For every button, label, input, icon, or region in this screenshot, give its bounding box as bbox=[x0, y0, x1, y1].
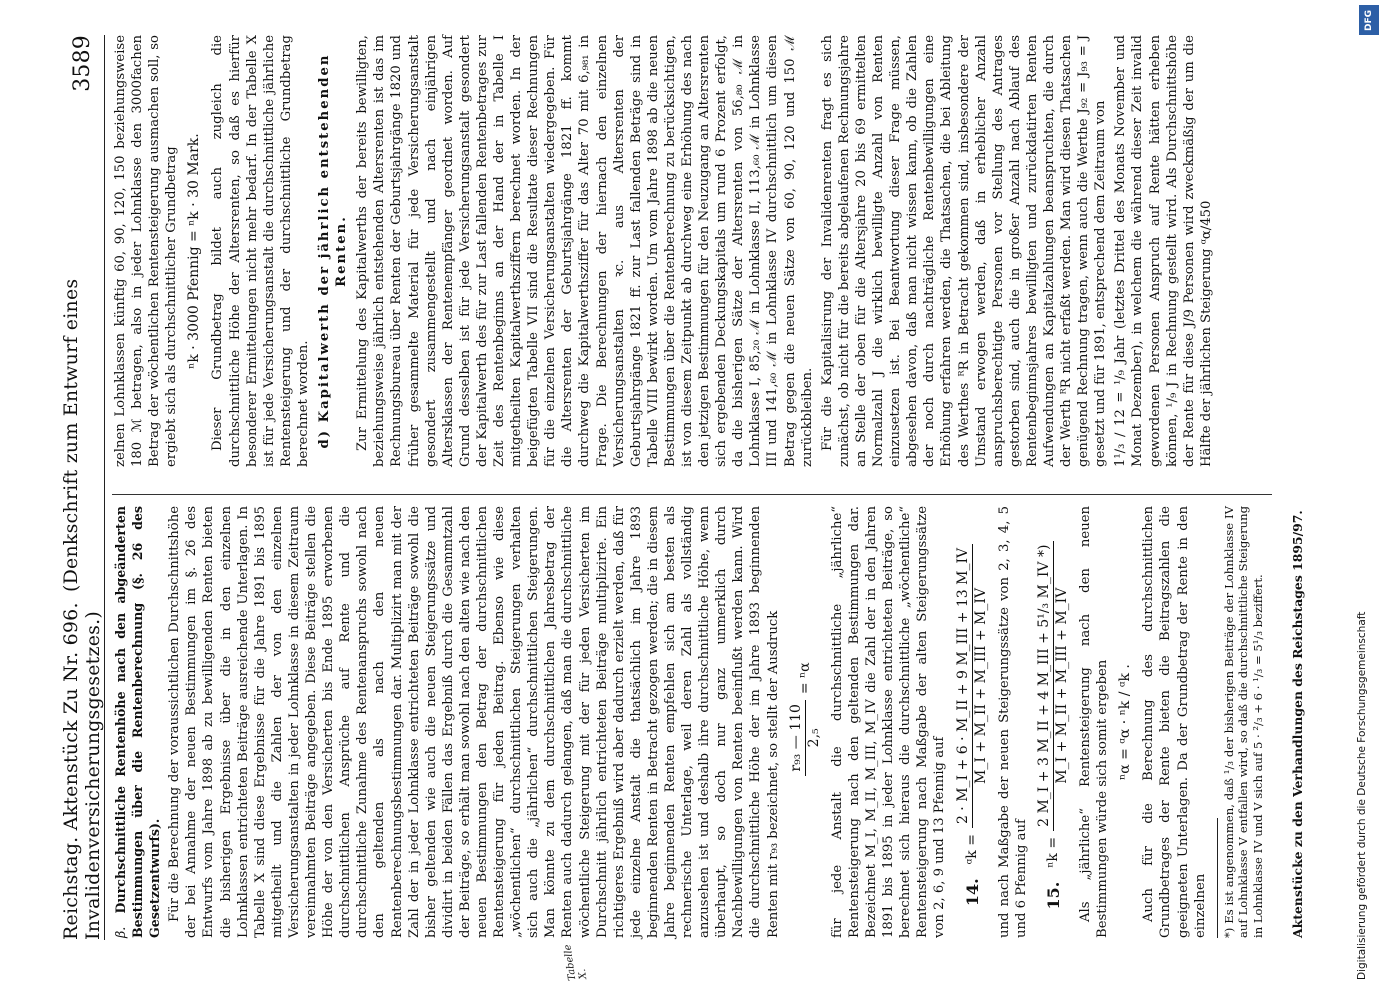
body-paragraph: Zur Ermittelung des Kapitalwerths der bereits bewilligten, beziehungsweise jährlich entstehenden Altersrenten ist das im Rechnungsbureau über Renten der Geburtsjahrgänge 1820 und früher gesammelte Material für jede Versicherungsanstalt gesondert zusammengestellt und nach einjährigen Altersklassen der Rentenempfänger geordnet worden. Auf Grund desselben ist für jede Versicherungsanstalt gesondert der Kapitalwerth des für zur Last fallenden Rentenbetrages zur Zeit des Rentenbeginns an der Hand der in Tabelle I mitgetheilten Kapitalwerthsziffern berechnet worden. In der beigefügten Tabelle VII sind die Resultate dieser Rechnungen für die einzelnen Versicherungsanstalten wiedergegeben. Für die Altersrenten der Geburtsjahrgänge 1821 ff. kommt durchweg die Kapitalwerthsziffer für das Alter 70 mit 6,₉₈₁ in Frage. Die Berechnungen der hiernach den einzelnen Versicherungsanstalten ꝛc. aus Altersrenten der Geburtsjahrgänge 1821 ff. zur Last fallenden Beträge sind in Tabelle VIII bewirkt worden. Um vom Jahre 1898 ab die neuen Bestimmungen über die Rentenberechnung zu berücksichtigen, ist von diesem Zeitpunkt ab durchweg eine Erhöhung des nach den jetzigen Bestimmungen für den Neuzugang an Altersrenten sich ergebenden Deckungskapitals um rund 6 Prozent erfolgt, da die bisherigen Sätze der Altersrenten von 56,₈₀ ℳ in Lohnklasse I, 85,₂₀ ℳ in Lohnklasse II, 113,₆₀ ℳ in Lohnklasse III und 141,₆₀ ℳ in Lohnklasse IV durchschnittlich um diesen Betrag gegen die neuen Sätze von 60, 90, 120 und 150 ℳ zurückbleiben. bbox=[355, 35, 815, 467]
formula-main-rhs: = ⁿα bbox=[796, 662, 813, 695]
digitization-credit: Digitalisierung gefördert durch die Deutsche Forschungsgemeinschaft bbox=[1356, 611, 1368, 980]
formula-14-denominator: M_I + M_II + M_III + M_IV bbox=[972, 587, 989, 784]
formula-14-fraction bbox=[955, 544, 990, 828]
formula-main-numerator: r₉₃ — 110 bbox=[788, 700, 806, 776]
body-paragraph: für jede Anstalt die durchschnittliche „jährliche“ Rentensteigerung nach den geltenden Bestimmungen dar. Bezeichnet M_I, M_II, M_III, M_IV die Zahl der in den Jahren 1891 bis 1895 in jeder Lohnklasse entrichteten Beiträge, so berechnet sich hieraus die durchschnittliche „wöchentliche“ Rentensteigerung nach Maßgabe der alten Steigerungssätze von 2, 6, 9 und 13 Pfennig auf bbox=[829, 506, 948, 938]
formula-main-fraction bbox=[788, 700, 823, 776]
formula-main bbox=[788, 506, 823, 938]
dfg-logo: DFG bbox=[1359, 5, 1379, 35]
header-rule bbox=[104, 35, 105, 940]
body-paragraph: 1¹/₃ / 12 = ¹/₉ Jahr (letztes Drittel des Monats November und Monat Dezember), in welchem die während dieser Zeit invalid gewordenen Personen Anspruch auf Rente hätten erheben können, ¹/₉ J in Rechnung gestellt wird. Als Durchschnittshöhe der Rente für diese J/9 Personen wird zweckmäßig der um die Hälfte der jährlichen Steigerung ᵅα/450 bbox=[1113, 35, 1214, 467]
formula-15-numerator: 2 M_I + 3 M_II + 4 M_III + 5¹/₃ M_IV *) bbox=[1036, 541, 1054, 831]
body-paragraph: Für die Berechnung der voraussichtlichen Durchschnittshöhe der bei Annahme der neuen Bestimmungen im §. 26 des Entwurfs vom Jahre 1898 ab zu bewilligenden Renten bieten die bisherigen Ergebnisse über die in den einzelnen Lohnklassen entrichteten Beiträge ausreichende Unterlagen. In Tabelle X sind diese Ergebnisse für die Jahre 1891 bis 1895 mitgetheilt und die Zahlen der von den einzelnen Versicherungsanstalten in jeder Lohnklasse in diesem Zeitraum vereinnahmten Beiträge angegeben. Diese Beiträge stellen die Höhe der von den Versicherten bis Ende 1895 erworbenen durchschnittlichen Ansprüche auf Rente und die durchschnittliche Zunahme des Rentenanspruchs sowohl nach den geltenden als nach den neuen Rentenberechnungsbestimmungen dar. Multiplizirt man mit der Zahl der in jeder Lohnklasse entrichteten Beiträge sowohl die bisher geltenden wie auch die neuen Steigerungssätze und dividirt in beiden Fällen das Ergebniß durch die Gesammtzahl der Beiträge, so erhält man sowohl nach den alten wie nach den neuen Bestimmungen den Betrag der durchschnittlichen Rentensteigerung für jeden Beitrag. Ebenso wie diese „wöchentlichen“ durchschnittlichen Steigerungen verhalten sich auch die „jährlichen“ durchschnittlichen Steigerungen. Man könnte zu dem durchschnittlichen Jahresbetrag der Renten auch dadurch gelangen, daß man die durchschnittliche wöchentliche Steigerung mit der für jeden Versicherten im Durchschnitt jährlich entrichteten Beiträge multiplizirte. Ein richtigeres Ergebniß wird aber dadurch erzielt werden, daß für jede einzelne Anstalt die thatsächlich im Jahre 1893 beginnenden Renten in Betracht gezogen werden; die in diesem Jahre beginnenden Renten empfehlen sich am besten als rechnerische Unterlage, weil deren Zahl als vollständig anzusehen ist und deshalb ihre durchschnittliche Höhe, wenn überhaupt, so doch nur ganz unmerklich durch Nachbewilligungen von Renten beeinflußt werden kann. Wird die durchschnittliche Höhe der im Jahre 1893 beginnenden Renten mit r₉₃ bezeichnet, so stellt der Ausdruck bbox=[167, 506, 781, 938]
right-column bbox=[112, 35, 1218, 467]
body-paragraph: zelnen Lohnklassen künftig 60, 90, 120, 150 beziehungsweise 180 ℳ betragen, also in jeder Lohnklasse den 3000fachen Betrag der wöchentlichen Rentensteigerung ausmachen soll, so ergiebt sich als durchschnittlicher Grundbetrag bbox=[113, 35, 180, 467]
formula-15-number: 15. bbox=[1043, 881, 1063, 910]
formula-14 bbox=[955, 506, 990, 938]
page-footer: Aktenstücke zu den Verhandlungen des Reichstages 1895/97. bbox=[1290, 510, 1305, 938]
body-paragraph: Auch für die Berechnung des durchschnittlichen Grundbetrages der Rente bieten die Beitragszahlen die geeigneten Unterlagen. Da der Grundbetrag der Rente in den einzelnen bbox=[1141, 506, 1208, 938]
formula-15-fraction bbox=[1036, 541, 1071, 831]
column-divider bbox=[112, 494, 1272, 495]
footnote-rule bbox=[1217, 818, 1218, 938]
body-paragraph: und nach Maßgabe der neuen Steigerungssätze von 2, 3, 4, 5 und 6 Pfennig auf bbox=[996, 506, 1029, 938]
page-number: 3589 bbox=[69, 35, 95, 92]
formula-main-denominator: 2,₅ bbox=[805, 728, 822, 748]
section-heading-text: Durchschnittliche Rentenhöhe nach den abgeänderten Bestimmungen über die Rentenberechnung (§. 26 des Gesetzentwurfs). bbox=[113, 506, 163, 938]
section-heading-beta bbox=[112, 506, 163, 938]
body-paragraph: Als „jährliche“ Rentensteigerung nach den neuen Bestimmungen würde sich somit ergeben bbox=[1078, 506, 1111, 938]
page-header bbox=[62, 35, 102, 940]
formula-16: ⁿα = ᵅα · ⁿk / ᵅk . bbox=[1117, 664, 1134, 780]
margin-note: Tabelle X. bbox=[562, 943, 590, 982]
digitization-strip bbox=[1355, 0, 1383, 1000]
formula-14-number: 14. bbox=[962, 878, 982, 907]
section-d-letter: d) bbox=[317, 428, 333, 449]
formula-14-numerator: 2 · M_I + 6 · M_II + 9 M_III + 13 M_IV bbox=[955, 544, 973, 828]
formula-15-denominator: M_I + M_II + M_III + M_IV bbox=[1053, 587, 1070, 784]
formula-14-lhs: ᵅk = bbox=[963, 834, 980, 865]
body-paragraph: Für die Kapitalisirung der Invalidenrenten fragt es sich zunächst, ob nicht für die bereits abgelaufenen Rechnungsjahre an Stelle der oben für die Altersjahre 20 bis 69 ermittelten Normalzahl J die wirklich bewilligte Anzahl von Renten einzusetzen ist. Bei Beantwortung dieser Frage müssen, abgesehen davon, daß man nicht wissen kann, ob die Zahlen der noch durch nachträgliche Rentenbewilligungen eine Erhöhung erfahren werden, die Thatsachen, die bei Ableitung des Werthes ᴿR in Betracht gekommen sind, insbesondere der Umstand erwogen werden, daß in erheblicher Anzahl anspruchsberechtigte Personen vor Stellung des Antrages gestorben sind, auch die in großer Anzahl nach Ablauf des Rentenbeginnsjahres bewilligten und zurückdatirten Renten Aufwendungen an Kapitalzahlungen beanspruchten, die durch der Werth ᴿR nicht erfaßt werden. Man wird diesen Thatsachen genügend Rechnung tragen, wenn auch die Werthe J₉₂ = J₉₃ = J gesetzt und für 1891, entsprechend dem Zeitraum von bbox=[819, 35, 1109, 467]
header-title: (Denkschrift zum Entwurf eines Invalidenversicherungsgesetzes.) bbox=[60, 278, 104, 940]
formula-17: ⁿk · 3000 Pfennig = ⁿk · 30 Mark. bbox=[186, 133, 203, 369]
body-paragraph: Dieser Grundbetrag bildet auch zugleich die durchschnittliche Höhe der Altersrenten, so daß es hierfür besonderer Ermittelungen nicht mehr bedarf. In der Tabelle X ist für jede Versicherungsanstalt die durchschnittliche jährliche Rentensteigerung und der durchschnittliche Grundbetrag berechnet worden. bbox=[210, 35, 311, 467]
header-left bbox=[60, 92, 104, 940]
left-column bbox=[112, 506, 1269, 938]
header-left-text: Reichstag. Aktenstück Zu Nr. 696. bbox=[60, 602, 82, 940]
formula-15-lhs: ⁿk = bbox=[1044, 836, 1061, 868]
footnote: *) Es ist angenommen, daß ¹/₃ der bisherigen Beiträge der Lohnklasse IV auf Lohnklasse V entfallen wird, so daß die durchschnittliche Steigerung in Lohnklasse IV und V sich auf 5 · ²/₃ + 6 · ¹/₃ = 5¹/₃ beziffert. bbox=[1221, 506, 1265, 938]
formula-15 bbox=[1036, 506, 1071, 938]
section-d-heading: Kapitalwerth der jährlich entstehenden Renten. bbox=[317, 53, 350, 423]
section-letter: β. bbox=[113, 926, 128, 938]
section-heading-d bbox=[316, 35, 350, 467]
